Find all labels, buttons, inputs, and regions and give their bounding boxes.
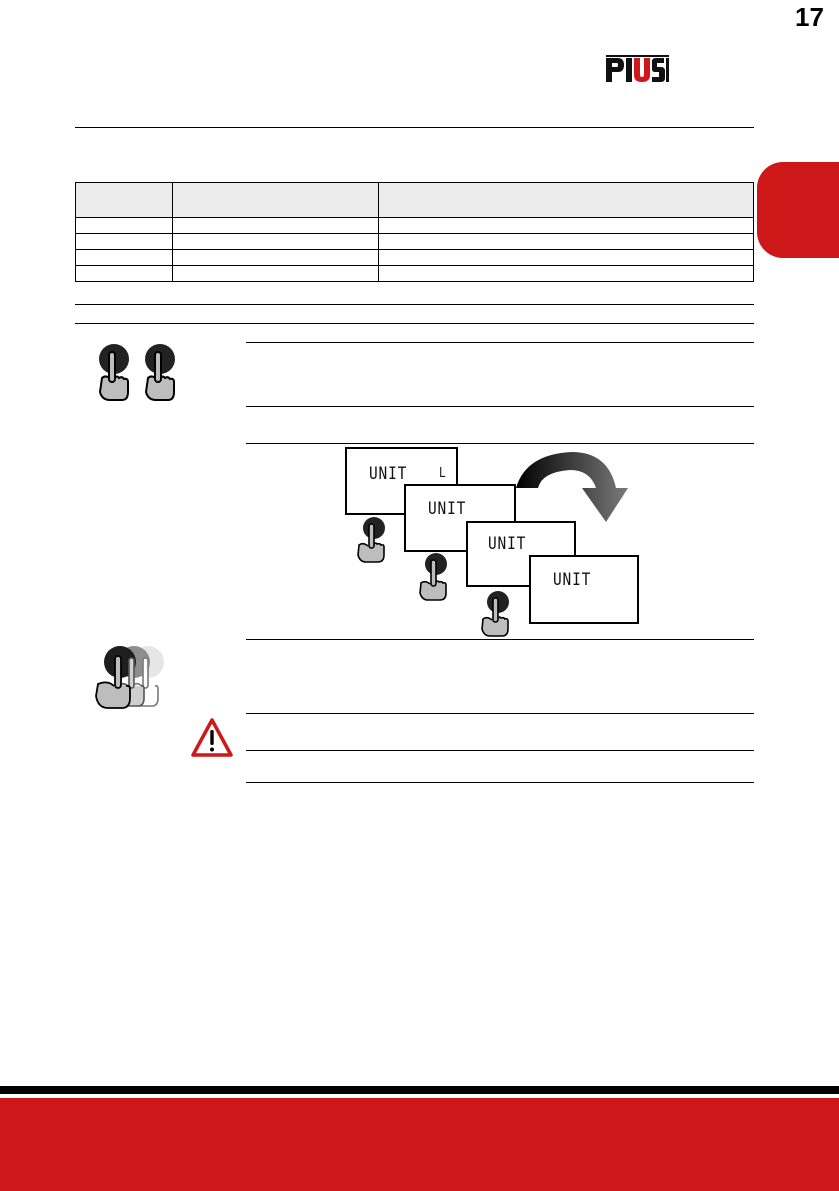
warning-icon [190,717,234,764]
step-rule [246,750,754,751]
page-number: 17 [795,2,824,32]
two-button-press-icon [84,338,184,409]
section-rule [75,323,754,324]
footer-bar [0,1086,839,1094]
footer-band [0,1098,839,1191]
section-rule [75,304,754,305]
repeated-press-icon [86,640,176,717]
step-rule [246,782,754,783]
table-row [76,250,754,266]
curved-arrow-icon [512,448,642,529]
table-row [76,266,754,282]
unit-table [75,182,754,282]
section-tab [757,162,839,258]
step-rule [246,713,754,714]
button-press-icon [416,550,452,607]
header-rule [75,127,754,128]
table-row [76,218,754,234]
piusi-logo [604,55,670,85]
step-rule [246,443,754,444]
display-label: UNIT [369,464,408,484]
display-label: UNIT [428,499,467,519]
unit-display-4 [529,555,639,624]
table-row [76,234,754,250]
table-header-row [76,183,754,218]
button-press-icon [354,514,390,569]
display-unit-symbol: L [439,466,447,481]
display-label: UNIT [488,534,527,554]
step-rule [246,342,754,343]
button-press-icon [478,588,514,643]
display-label: UNIT [553,570,592,590]
step-rule [246,406,754,407]
